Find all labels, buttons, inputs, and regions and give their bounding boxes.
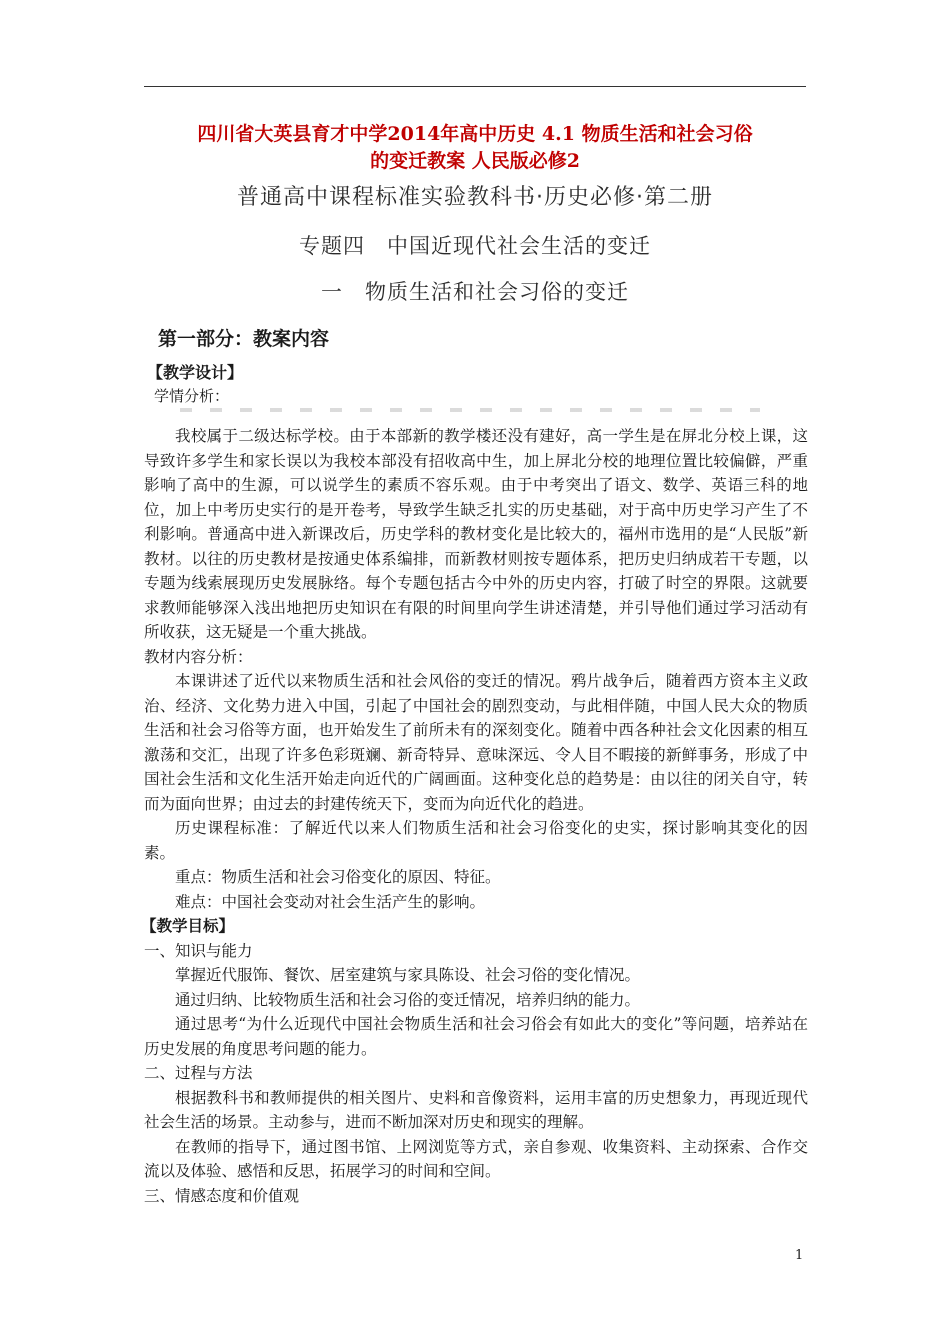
paragraph-curriculum-standard: 历史课程标准：了解近代以来人们物质生活和社会习俗变化的史实，探讨影响其变化的因素。 [144,819,808,862]
scan-artifact [180,408,760,412]
document-title-line-2: 的变迁教案 人民版必修2 [370,150,580,172]
document-title-line-1: 四川省大英县育才中学2014年高中历史 4.1 物质生活和社会习俗 [197,123,753,145]
paragraph-method-2: 在教师的指导下，通过图书馆、上网浏览等方式，亲自参观、收集资料、主动探索、合作交流以及体验、感悟和反思，拓展学习的时间和空间。 [144,1137,808,1180]
paragraph-student-analysis: 我校属于二级达标学校。由于本部新的教学楼还没有建好，高一学生是在屏北分校上课，这导致许多学生和家长误以为我校本部没有招收高中生，加上屏北分校的地理位置比较偏僻，严重影响了高中的生源，可以说学生的素质不容乐观。由于中考突出了语文、数学、英语三科的地位，加上中考历史实行的是开卷考，导致学生缺乏扎实的历史基础，对于高中历史学习产生了不利影响。普通高中进入新课改后，历史学科的教材变化是比较大的，福州市选用的是“人民版”新教材。以往的历史教材是按通史体系编排，而新教材则按专题体系，把历史归纳成若干专题，以专题为线索展现历史发展脉络。每个专题包括古今中外的历史内容，打破了时空的界限。这就要求教师能够深入浅出地把历史知识在有限的时间里向学生讲述清楚，并引导他们通过学习活动有所收获，这无疑是一个重大挑战。 [144,427,808,641]
document-body [141,424,808,1208]
paragraph-goal-2: 通过归纳、比较物质生活和社会习俗的变迁情况，培养归纳的能力。 [175,990,641,1009]
topic-heading: 专题四 中国近现代社会生活的变迁 [299,234,651,258]
design-section-label: 【教学设计】 [147,363,244,382]
page-number: 1 [795,1248,804,1263]
label-content-analysis: 教材内容分析： [144,647,253,666]
paragraph-goal-3: 通过思考“为什么近现代中国社会物质生活和社会习俗会有如此大的变化”等问题，培养站在历史发展的角度思考问题的能力。 [144,1015,808,1058]
analysis-label: 学情分析： [154,387,230,405]
section-attitude-values: 三、情感态度和价值观 [144,1186,300,1205]
part-title: 第一部分：教案内容 [158,328,330,350]
paragraph-method-1: 根据教科书和教师提供的相关图片、史料和音像资料，运用丰富的历史想象力，再现近现代社会生活的场景。主动参与，进而不断加深对历史和现实的理解。 [144,1088,808,1131]
paragraph-content-analysis: 本课讲述了近代以来物质生活和社会风俗的变迁的情况。鸦片战争后，随着西方资本主义政治、经济、文化势力进入中国，引起了中国社会的剧烈变动，与此相伴随，中国人民大众的物质生活和社会习俗等方面，也开始发生了前所未有的深刻变化。随着中西各种社会文化因素的相互激荡和交汇，出现了许多色彩斑斓、新奇特异、意味深远、令人目不暇接的新鲜事务，形成了中国社会生活和文化生活开始走向近代的广阔画面。这种变化总的趋势是：由以往的闭关自守，转而为面向世界；由过去的封建传统天下，变而为向近代化的趋进。 [144,672,808,813]
header-rule [144,86,806,87]
paragraph-goal-1: 掌握近代服饰、餐饮、居室建筑与家具陈设、社会习俗的变化情况。 [175,966,641,984]
document-title [144,121,806,175]
teaching-goals-label: 【教学目标】 [141,916,235,935]
paragraph-difficult-point: 难点：中国社会变动对社会生活产生的影响。 [175,892,486,911]
lesson-heading: 一 物质生活和社会习俗的变迁 [321,280,629,304]
paragraph-key-point: 重点：物质生活和社会习俗变化的原因、特征。 [175,868,501,886]
section-process-method: 二、过程与方法 [144,1064,253,1082]
section-knowledge-ability: 一、知识与能力 [144,941,253,960]
textbook-heading: 普通高中课程标准实验教科书·历史必修·第二册 [237,185,713,210]
